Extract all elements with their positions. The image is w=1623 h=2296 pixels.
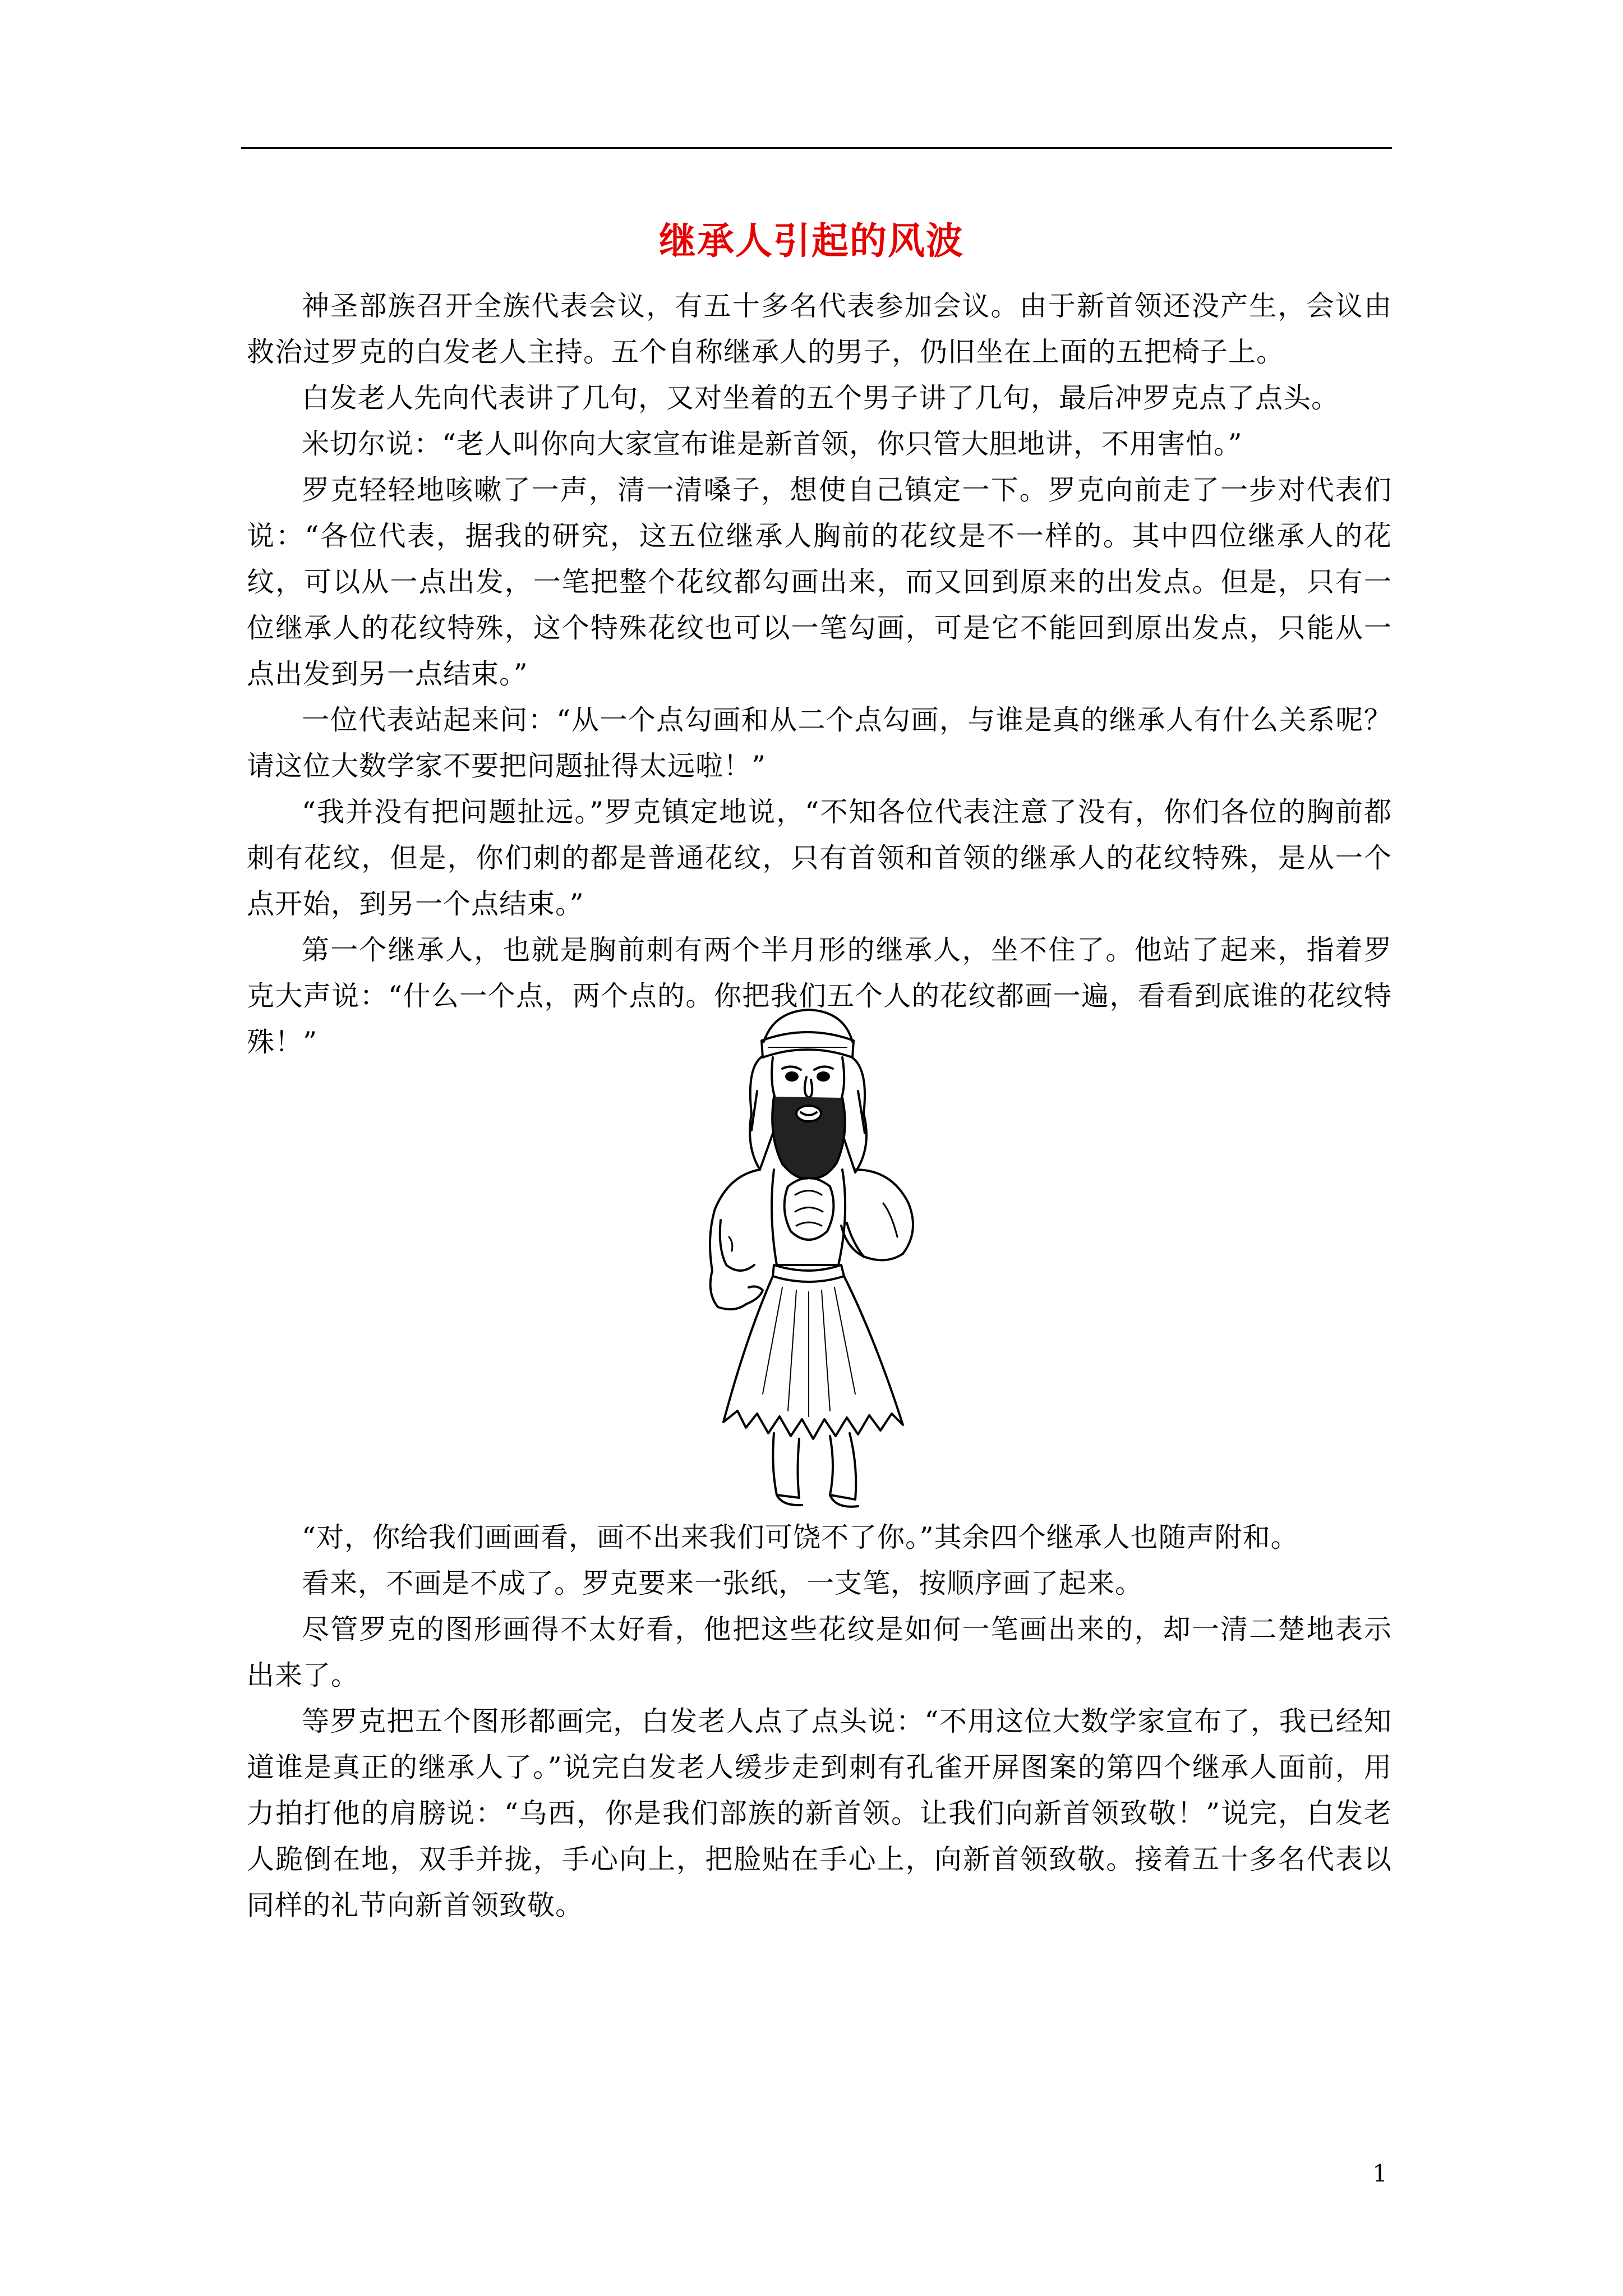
tribal-man-illustration [662, 1001, 976, 1512]
paragraph: “对，你给我们画画看，画不出来我们可饶不了你。”其余四个继承人也随声附和。 [302, 1521, 1299, 1553]
text-block-after-figure [247, 1515, 1392, 1929]
document-title: 继承人引起的风波 [659, 219, 964, 263]
paragraph: 白发老人先向代表讲了几句，又对坐着的五个男子讲了几句，最后冲罗克点了点头。 [302, 382, 1340, 414]
paragraph: 罗克轻轻地咳嗽了一声，清一清嗓子，想使自己镇定一下。罗克向前走了一步对代表们说：“各位代表，据我的研究，这五位继承人胸前的花纹是不一样的。其中四位继承人的花纹，可以从一点出发，一笔把整个花纹都勾画出来，而又回到原来的出发点。但是，只有一位继承人的花纹特殊，这个特殊花纹也可以一笔勾画，可是它不能回到原出发点，只能从一点出发到另一点结束。” [247, 474, 1392, 690]
text-block-before-figure [247, 283, 1392, 1065]
page-number: 1 [1372, 2160, 1387, 2187]
paragraph: 尽管罗克的图形画得不太好看，他把这些花纹是如何一笔画出来的，却一清二楚地表示出来了。 [247, 1613, 1392, 1691]
paragraph: “我并没有把问题扯远。”罗克镇定地说，“不知各位代表注意了没有，你们各位的胸前都刺有花纹，但是，你们刺的都是普通花纹，只有首领和首领的继承人的花纹特殊，是从一个点开始，到另一个点结束。” [247, 796, 1392, 920]
paragraph: 神圣部族召开全族代表会议，有五十多名代表参加会议。由于新首领还没产生，会议由救治过罗克的白发老人主持。五个自称继承人的男子，仍旧坐在上面的五把椅子上。 [247, 290, 1392, 368]
paragraph: 一位代表站起来问：“从一个点勾画和从二个点勾画，与谁是真的继承人有什么关系呢？请这位大数学家不要把问题扯得太远啦！” [247, 704, 1392, 782]
paragraph: 看来，不画是不成了。罗克要来一张纸，一支笔，按顺序画了起来。 [302, 1567, 1144, 1599]
header-rule [241, 147, 1392, 149]
paragraph: 等罗克把五个图形都画完，白发老人点了点头说：“不用这位大数学家宣布了，我已经知道谁是真正的继承人了。”说完白发老人缓步走到刺有孔雀开屏图案的第四个继承人面前，用力拍打他的肩膀说：“乌西，你是我们部族的新首领。让我们向新首领致敬！”说完，白发老人跪倒在地，双手并拢，手心向上，把脸贴在手心上，向新首领致敬。接着五十多名代表以同样的礼节向新首领致敬。 [247, 1705, 1392, 1921]
paragraph: 第一个继承人，也就是胸前刺有两个半月形的继承人，坐不住了。他站了起来，指着罗克大声说：“什么一个点，两个点的。你把我们五个人的花纹都画一遍，看看到底谁的花纹特殊！” [247, 934, 1392, 1058]
paragraph: 米切尔说：“老人叫你向大家宣布谁是新首领，你只管大胆地讲，不用害怕。” [302, 428, 1243, 460]
